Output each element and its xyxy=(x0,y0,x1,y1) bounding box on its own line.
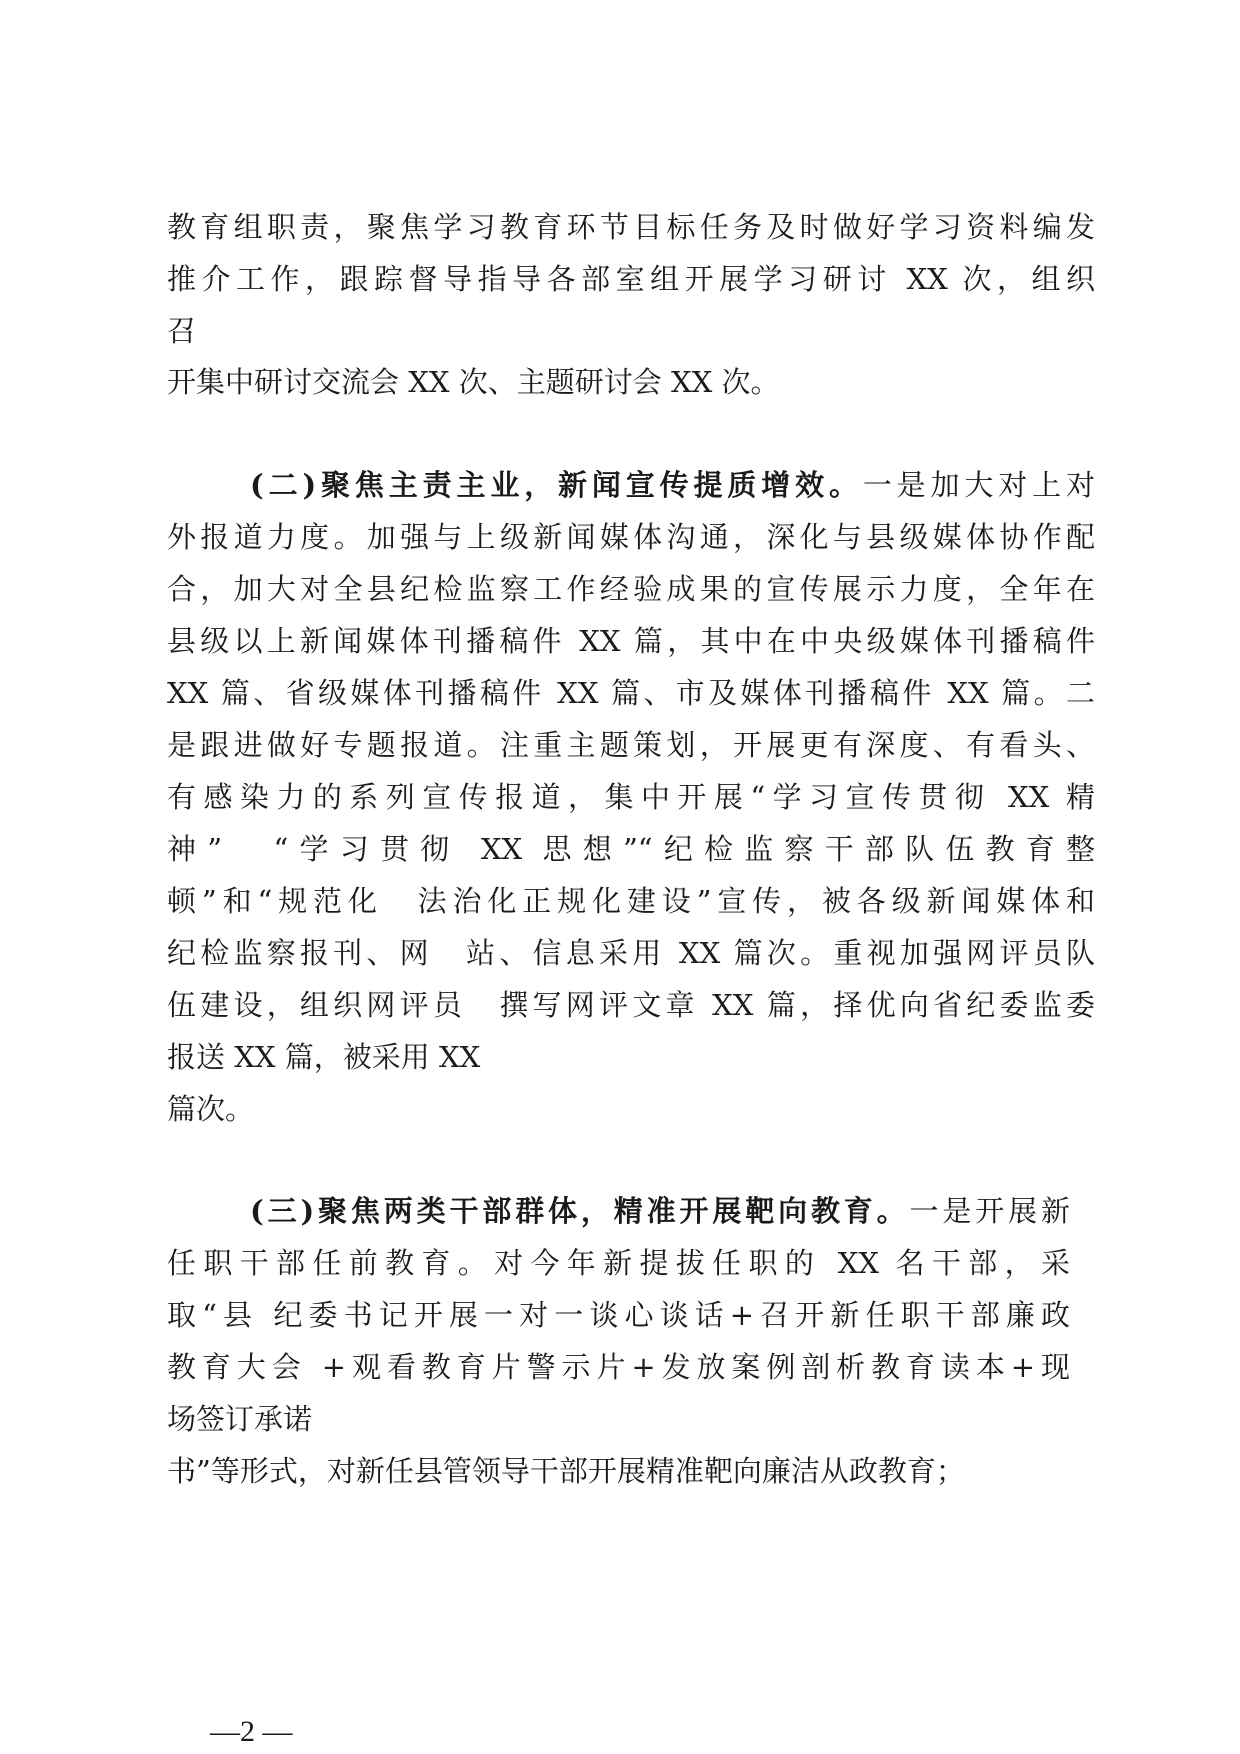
body-text-line: 推介工作，跟踪督导指导各部室组开展学习研讨 XX 次，组织 xyxy=(167,262,1095,296)
body-text-line: 教育组职责，聚焦学习教育环节目标任务及时做好学习资料编发 xyxy=(167,210,1095,244)
body-text-line: 报送 XX 篇，被采用 XX xyxy=(167,1040,481,1074)
body-text-line: 纪检监察报刊、网 站、信息采用 XX 篇次。重视加强网评员队 xyxy=(167,936,1095,970)
body-text-line: 县级以上新闻媒体刊播稿件 XX 篇，其中在中央级媒体刊播稿件 xyxy=(167,624,1095,658)
body-text-line: 合，加大对全县纪检监察工作经验成果的宣传展示力度，全年在 xyxy=(167,572,1095,606)
body-text-line: 开集中研讨交流会 XX 次、主题研讨会 XX 次。 xyxy=(167,365,780,399)
body-text-line: 伍建设，组织网评员 撰写网评文章 XX 篇，择优向省纪委监委 xyxy=(167,988,1095,1022)
body-text-line: 是跟进做好专题报道。注重主题策划，开展更有深度、有看头、 xyxy=(167,728,1095,762)
body-text-line: 篇次。 xyxy=(167,1092,255,1126)
section-heading-line xyxy=(250,465,1095,505)
body-text-line: XX 篇、省级媒体刊播稿件 XX 篇、市及媒体刊播稿件 XX 篇。二 xyxy=(167,676,1095,710)
body-text-line: 教育大会 +观看教育片警示片+发放案例剖析教育读本+现 xyxy=(167,1350,1070,1384)
body-text-line: 顿”和“规范化 法治化正规化建设”宣传，被各级新闻媒体和 xyxy=(167,884,1095,918)
body-text-inline: 一是加大对上对 xyxy=(862,468,1095,502)
body-text-line: 取“县 纪委书记开展一对一谈心谈话+召开新任职干部廉政 xyxy=(167,1298,1070,1332)
page-number: —2 — xyxy=(210,1715,293,1748)
body-text-line: 有感染力的系列宣传报道，集中开展“学习宣传贯彻 XX 精 xyxy=(167,780,1095,814)
body-text-line: 外报道力度。加强与上级新闻媒体沟通，深化与县级媒体协作配 xyxy=(167,520,1095,554)
section-heading: (二)聚焦主责主业，新闻宣传提质增效。 xyxy=(250,468,863,502)
body-text-line: 神” “学习贯彻 XX 思想”“纪检监察干部队伍教育整 xyxy=(167,832,1095,866)
section-heading: (三)聚焦两类干部群体，精准开展靶向教育。 xyxy=(250,1194,910,1228)
body-text-line: 书”等形式，对新任县管领导干部开展精准靶向廉洁从政教育； xyxy=(167,1454,965,1488)
body-text-line: 任职干部任前教育。对今年新提拔任职的 XX 名干部，采 xyxy=(167,1246,1070,1280)
body-text-line: 召 xyxy=(167,314,197,348)
body-text-inline: 一是开展新 xyxy=(909,1194,1070,1228)
body-text-line: 场签订承诺 xyxy=(167,1402,313,1436)
section-heading-line xyxy=(250,1191,1070,1231)
